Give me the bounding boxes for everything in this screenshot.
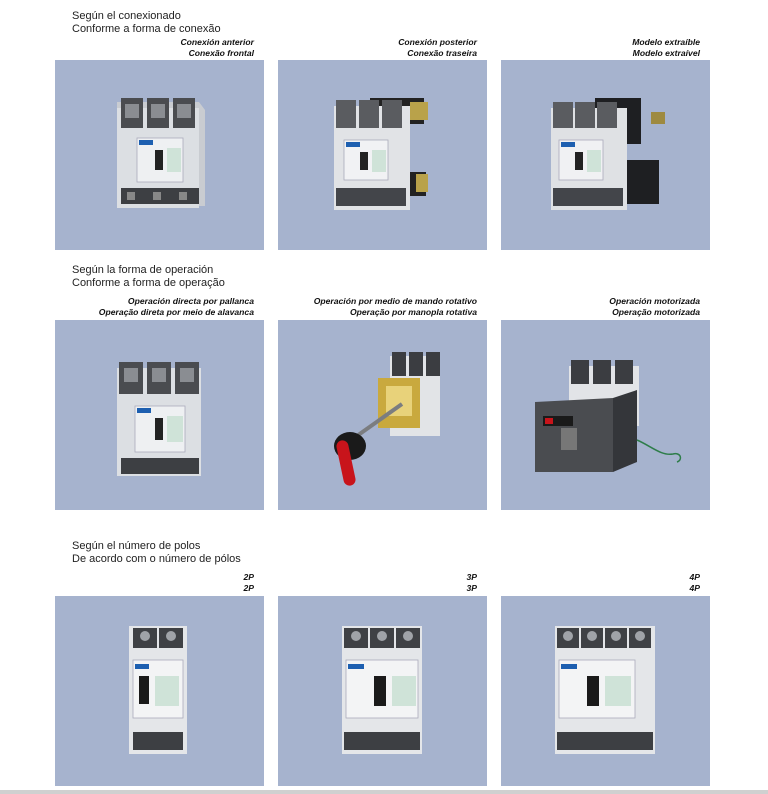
caption-2p-pt: 2P [243,583,254,593]
section-title-connection-es: Según el conexionado [72,10,181,22]
caption-front-pt: Conexão frontal [188,48,254,58]
caption-4p-es: 4P [689,572,700,582]
caption-2p-es: 2P [243,572,254,582]
section-title-poles-es: Según el número de polos [72,540,201,552]
caption-lever-es: Operación directa por pallanca [127,296,254,306]
caption-motor-es: Operación motorizada [609,296,700,306]
photo-two-pole-breaker [55,596,264,786]
section-title-connection-pt: Conforme a forma de conexão [72,23,221,35]
caption-rotary-pt: Operação por manopla rotativa [349,307,477,317]
photo-plug-in-breaker [501,60,710,250]
photo-front-connection-breaker [55,60,264,250]
caption-front-es: Conexión anterior [180,37,254,47]
bottom-divider [0,790,768,794]
caption-rear-pt: Conexão traseira [407,48,477,58]
caption-motor-pt: Operação motorizada [612,307,700,317]
caption-plugin-es: Modelo extraíble [632,37,700,47]
caption-plugin-pt: Modelo extraível [632,48,700,58]
photo-four-pole-breaker [501,596,710,786]
photo-motor-operated-breaker [501,320,710,510]
caption-rear-es: Conexión posterior [398,37,477,47]
caption-3p-es: 3P [466,572,477,582]
photo-rear-connection-breaker [278,60,487,250]
photo-three-pole-breaker [278,596,487,786]
photo-lever-operated-breaker [55,320,264,510]
caption-rotary-es: Operación por medio de mando rotativo [313,296,477,306]
photo-rotary-handle-breaker [278,320,487,510]
caption-lever-pt: Operação direta por meio de alavanca [98,307,254,317]
section-title-poles-pt: De acordo com o número de pólos [72,553,241,565]
caption-4p-pt: 4P [689,583,700,593]
section-title-operation-pt: Conforme a forma de operação [72,277,225,289]
section-title-operation-es: Según la forma de operación [72,264,214,276]
caption-3p-pt: 3P [466,583,477,593]
